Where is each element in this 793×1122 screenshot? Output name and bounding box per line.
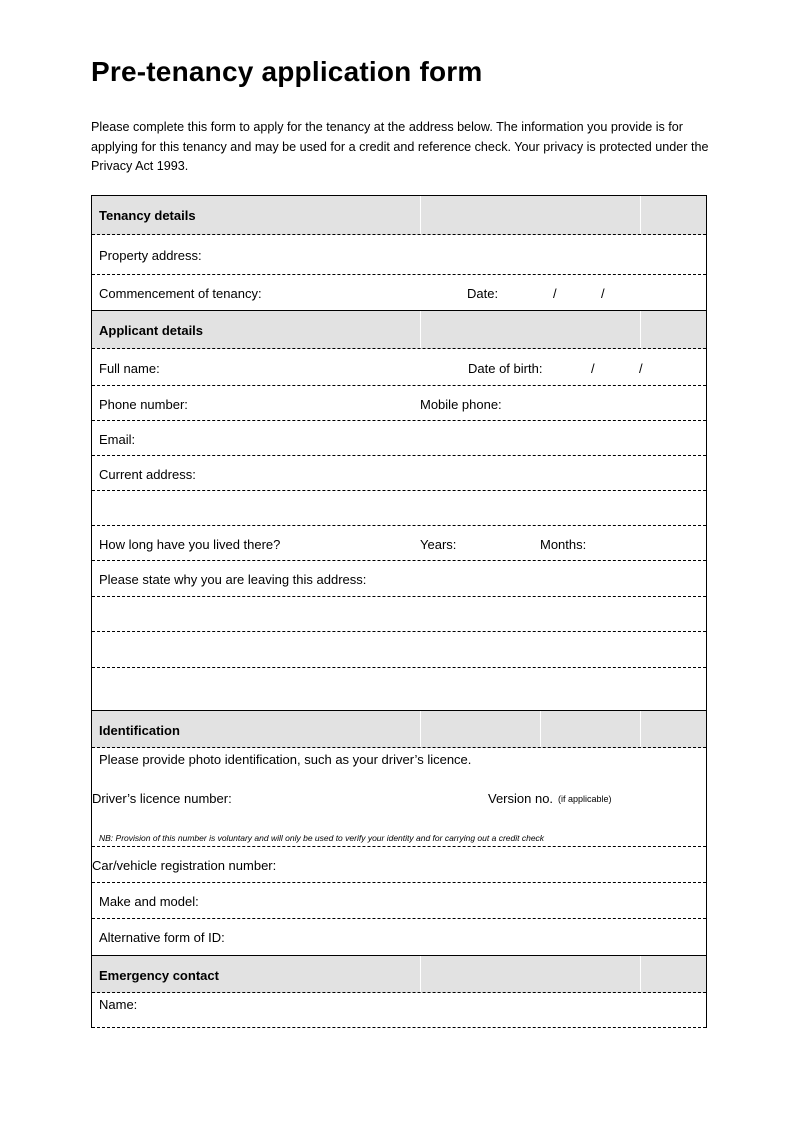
section-header-emergency — [92, 956, 706, 993]
field-label: Please state why you are leaving this address: — [99, 572, 367, 587]
make-model-field[interactable] — [92, 883, 706, 919]
mobile-label: Mobile phone: — [420, 397, 502, 412]
field-label: Name: — [99, 997, 138, 1012]
section-header-applicant — [92, 311, 706, 349]
section-title: Emergency contact — [99, 968, 219, 983]
leaving-reason-line-3[interactable] — [92, 632, 706, 668]
date-separator: / — [591, 361, 595, 376]
section-title: Applicant details — [99, 323, 204, 338]
intro-paragraph: Please complete this form to apply for the tenancy at the address below. The information you provide is for applying for this tenancy and may be used for a credit and reference check. Your privacy is protected under the Privacy Act 1993. — [91, 120, 709, 174]
phone-field[interactable] — [92, 386, 706, 421]
field-label: How long have you lived there? — [99, 537, 281, 552]
dob-label: Date of birth: — [468, 361, 543, 376]
section-header-tenancy — [92, 196, 706, 235]
field-label: Property address: — [99, 248, 202, 263]
page-title: Pre-tenancy application form — [91, 56, 483, 87]
commencement-field[interactable] — [92, 275, 706, 311]
current-address-line-2[interactable] — [92, 491, 706, 526]
date-separator: / — [639, 361, 643, 376]
field-label: Full name: — [99, 361, 160, 376]
field-label: Email: — [99, 432, 136, 447]
leaving-reason-line-4[interactable] — [92, 668, 706, 711]
field-label: Alternative form of ID: — [99, 930, 225, 945]
years-label: Years: — [420, 537, 457, 552]
section-header-identification — [92, 711, 706, 748]
section-title: Tenancy details — [99, 208, 196, 223]
photo-id-instruction: Please provide photo identification, such as your driver’s licence. — [99, 752, 472, 767]
field-label: Make and model: — [99, 894, 199, 909]
duration-field[interactable] — [92, 526, 706, 561]
application-form — [91, 195, 707, 1028]
version-label: Version no. — [488, 791, 554, 806]
vehicle-registration-field[interactable] — [92, 847, 706, 883]
leaving-reason-field[interactable] — [92, 561, 706, 597]
date-separator: / — [553, 286, 557, 301]
licence-number-label: Driver’s licence number: — [92, 791, 232, 806]
section-title: Identification — [99, 723, 180, 738]
licence-block — [92, 748, 706, 847]
field-label: Current address: — [99, 467, 196, 482]
version-note: (if applicable) — [558, 794, 612, 804]
full-name-field[interactable] — [92, 349, 706, 386]
alternative-id-field[interactable] — [92, 919, 706, 956]
field-label: Phone number: — [99, 397, 188, 412]
email-field[interactable] — [92, 421, 706, 456]
licence-privacy-note: NB: Provision of this number is voluntary and will only be used to verify your identity and for carrying out a credit check — [99, 833, 545, 843]
field-label: Car/vehicle registration number: — [92, 858, 277, 873]
current-address-field[interactable] — [92, 456, 706, 491]
field-label: Commencement of tenancy: — [99, 286, 262, 301]
date-separator: / — [601, 286, 605, 301]
leaving-reason-line-2[interactable] — [92, 597, 706, 632]
emergency-name-field[interactable] — [92, 993, 706, 1028]
date-label: Date: — [467, 286, 499, 301]
months-label: Months: — [540, 537, 587, 552]
property-address-field[interactable] — [92, 235, 706, 275]
